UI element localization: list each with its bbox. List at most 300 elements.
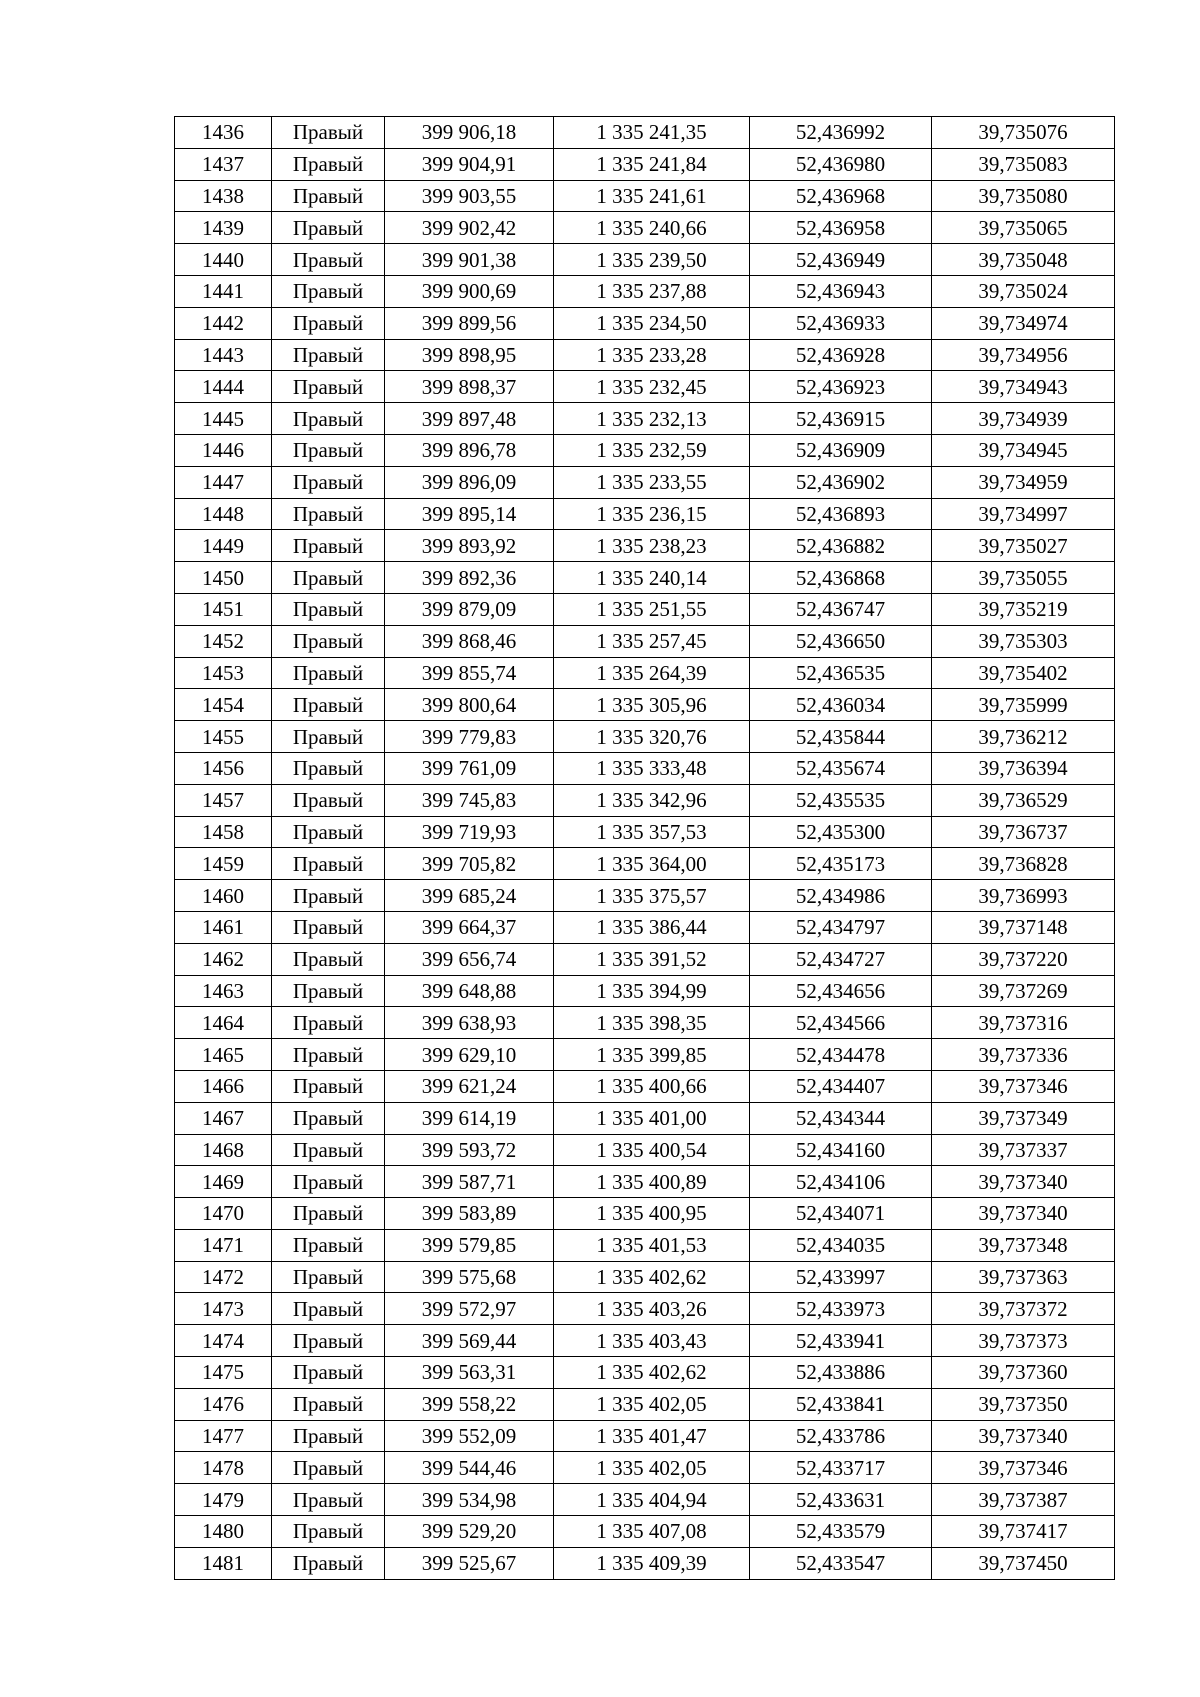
side-cell: Правый [272,943,385,975]
point-number-cell: 1460 [175,880,272,912]
table-row [175,1547,1115,1579]
side-cell: Правый [272,657,385,689]
side-cell: Правый [272,498,385,530]
table-row [175,1166,1115,1198]
side-cell: Правый [272,371,385,403]
point-number-cell: 1470 [175,1198,272,1230]
coordinates-table [174,116,1115,1580]
latitude-cell: 52,435535 [750,784,932,816]
x-coordinate-cell: 399 898,95 [385,339,554,371]
table-row [175,943,1115,975]
longitude-cell: 39,736737 [932,816,1115,848]
latitude-cell: 52,436535 [750,657,932,689]
latitude-cell: 52,434797 [750,911,932,943]
x-coordinate-cell: 399 614,19 [385,1102,554,1134]
table-row [175,721,1115,753]
longitude-cell: 39,737349 [932,1102,1115,1134]
point-number-cell: 1476 [175,1388,272,1420]
longitude-cell: 39,734959 [932,466,1115,498]
y-coordinate-cell: 1 335 401,53 [554,1229,750,1261]
point-number-cell: 1474 [175,1325,272,1357]
x-coordinate-cell: 399 902,42 [385,212,554,244]
side-cell: Правый [272,117,385,149]
point-number-cell: 1441 [175,275,272,307]
side-cell: Правый [272,244,385,276]
side-cell: Правый [272,975,385,1007]
point-number-cell: 1449 [175,530,272,562]
latitude-cell: 52,434160 [750,1134,932,1166]
x-coordinate-cell: 399 648,88 [385,975,554,1007]
y-coordinate-cell: 1 335 391,52 [554,943,750,975]
y-coordinate-cell: 1 335 305,96 [554,689,750,721]
side-cell: Правый [272,752,385,784]
point-number-cell: 1453 [175,657,272,689]
y-coordinate-cell: 1 335 233,55 [554,466,750,498]
x-coordinate-cell: 399 904,91 [385,148,554,180]
latitude-cell: 52,436868 [750,562,932,594]
longitude-cell: 39,734956 [932,339,1115,371]
latitude-cell: 52,435173 [750,848,932,880]
side-cell: Правый [272,339,385,371]
latitude-cell: 52,434106 [750,1166,932,1198]
y-coordinate-cell: 1 335 233,28 [554,339,750,371]
longitude-cell: 39,734997 [932,498,1115,530]
side-cell: Правый [272,1261,385,1293]
y-coordinate-cell: 1 335 241,84 [554,148,750,180]
longitude-cell: 39,736993 [932,880,1115,912]
side-cell: Правый [272,1070,385,1102]
y-coordinate-cell: 1 335 398,35 [554,1007,750,1039]
side-cell: Правый [272,880,385,912]
latitude-cell: 52,434566 [750,1007,932,1039]
point-number-cell: 1439 [175,212,272,244]
point-number-cell: 1458 [175,816,272,848]
side-cell: Правый [272,593,385,625]
table-row [175,371,1115,403]
point-number-cell: 1477 [175,1420,272,1452]
y-coordinate-cell: 1 335 394,99 [554,975,750,1007]
latitude-cell: 52,436650 [750,625,932,657]
longitude-cell: 39,735024 [932,275,1115,307]
x-coordinate-cell: 399 896,09 [385,466,554,498]
table-row [175,1229,1115,1261]
point-number-cell: 1468 [175,1134,272,1166]
y-coordinate-cell: 1 335 402,62 [554,1357,750,1389]
latitude-cell: 52,436949 [750,244,932,276]
longitude-cell: 39,736212 [932,721,1115,753]
table-row [175,403,1115,435]
table-row [175,498,1115,530]
longitude-cell: 39,734939 [932,403,1115,435]
latitude-cell: 52,436958 [750,212,932,244]
y-coordinate-cell: 1 335 240,66 [554,212,750,244]
longitude-cell: 39,737387 [932,1484,1115,1516]
y-coordinate-cell: 1 335 333,48 [554,752,750,784]
x-coordinate-cell: 399 629,10 [385,1039,554,1071]
table-row [175,1484,1115,1516]
side-cell: Правый [272,1388,385,1420]
table-row [175,148,1115,180]
y-coordinate-cell: 1 335 232,59 [554,434,750,466]
x-coordinate-cell: 399 705,82 [385,848,554,880]
x-coordinate-cell: 399 855,74 [385,657,554,689]
side-cell: Правый [272,721,385,753]
side-cell: Правый [272,1198,385,1230]
table-row [175,1293,1115,1325]
point-number-cell: 1472 [175,1261,272,1293]
x-coordinate-cell: 399 868,46 [385,625,554,657]
point-number-cell: 1467 [175,1102,272,1134]
point-number-cell: 1471 [175,1229,272,1261]
point-number-cell: 1447 [175,466,272,498]
longitude-cell: 39,737337 [932,1134,1115,1166]
latitude-cell: 52,435674 [750,752,932,784]
table-row [175,1261,1115,1293]
point-number-cell: 1454 [175,689,272,721]
table-row [175,1102,1115,1134]
table-row [175,784,1115,816]
point-number-cell: 1463 [175,975,272,1007]
table-row [175,1357,1115,1389]
table-row [175,339,1115,371]
point-number-cell: 1442 [175,307,272,339]
longitude-cell: 39,735080 [932,180,1115,212]
table-row [175,689,1115,721]
x-coordinate-cell: 399 892,36 [385,562,554,594]
longitude-cell: 39,737372 [932,1293,1115,1325]
side-cell: Правый [272,784,385,816]
table-row [175,1198,1115,1230]
side-cell: Правый [272,1325,385,1357]
latitude-cell: 52,434986 [750,880,932,912]
x-coordinate-cell: 399 897,48 [385,403,554,435]
x-coordinate-cell: 399 906,18 [385,117,554,149]
latitude-cell: 52,433997 [750,1261,932,1293]
x-coordinate-cell: 399 761,09 [385,752,554,784]
longitude-cell: 39,734974 [932,307,1115,339]
table-row [175,816,1115,848]
point-number-cell: 1446 [175,434,272,466]
x-coordinate-cell: 399 552,09 [385,1420,554,1452]
side-cell: Правый [272,848,385,880]
table-row [175,307,1115,339]
longitude-cell: 39,735219 [932,593,1115,625]
x-coordinate-cell: 399 579,85 [385,1229,554,1261]
x-coordinate-cell: 399 664,37 [385,911,554,943]
side-cell: Правый [272,1039,385,1071]
x-coordinate-cell: 399 583,89 [385,1198,554,1230]
latitude-cell: 52,434035 [750,1229,932,1261]
x-coordinate-cell: 399 900,69 [385,275,554,307]
longitude-cell: 39,737336 [932,1039,1115,1071]
y-coordinate-cell: 1 335 241,61 [554,180,750,212]
longitude-cell: 39,736394 [932,752,1115,784]
x-coordinate-cell: 399 593,72 [385,1134,554,1166]
table-row [175,975,1115,1007]
latitude-cell: 52,434071 [750,1198,932,1230]
table-row [175,117,1115,149]
table-row [175,1039,1115,1071]
x-coordinate-cell: 399 895,14 [385,498,554,530]
table-row [175,657,1115,689]
latitude-cell: 52,435844 [750,721,932,753]
x-coordinate-cell: 399 529,20 [385,1516,554,1548]
longitude-cell: 39,737340 [932,1198,1115,1230]
y-coordinate-cell: 1 335 401,00 [554,1102,750,1134]
x-coordinate-cell: 399 638,93 [385,1007,554,1039]
point-number-cell: 1457 [175,784,272,816]
y-coordinate-cell: 1 335 238,23 [554,530,750,562]
latitude-cell: 52,436893 [750,498,932,530]
latitude-cell: 52,433886 [750,1357,932,1389]
x-coordinate-cell: 399 898,37 [385,371,554,403]
x-coordinate-cell: 399 685,24 [385,880,554,912]
y-coordinate-cell: 1 335 342,96 [554,784,750,816]
table-row [175,911,1115,943]
latitude-cell: 52,436909 [750,434,932,466]
x-coordinate-cell: 399 563,31 [385,1357,554,1389]
y-coordinate-cell: 1 335 400,66 [554,1070,750,1102]
table-row [175,593,1115,625]
longitude-cell: 39,737346 [932,1070,1115,1102]
x-coordinate-cell: 399 903,55 [385,180,554,212]
point-number-cell: 1459 [175,848,272,880]
y-coordinate-cell: 1 335 399,85 [554,1039,750,1071]
y-coordinate-cell: 1 335 400,95 [554,1198,750,1230]
x-coordinate-cell: 399 587,71 [385,1166,554,1198]
x-coordinate-cell: 399 899,56 [385,307,554,339]
table-row [175,1070,1115,1102]
longitude-cell: 39,737340 [932,1420,1115,1452]
y-coordinate-cell: 1 335 364,00 [554,848,750,880]
point-number-cell: 1452 [175,625,272,657]
table-row [175,1325,1115,1357]
longitude-cell: 39,737269 [932,975,1115,1007]
latitude-cell: 52,436923 [750,371,932,403]
y-coordinate-cell: 1 335 257,45 [554,625,750,657]
latitude-cell: 52,436928 [750,339,932,371]
point-number-cell: 1469 [175,1166,272,1198]
point-number-cell: 1464 [175,1007,272,1039]
longitude-cell: 39,737348 [932,1229,1115,1261]
latitude-cell: 52,433973 [750,1293,932,1325]
y-coordinate-cell: 1 335 402,62 [554,1261,750,1293]
longitude-cell: 39,735083 [932,148,1115,180]
point-number-cell: 1478 [175,1452,272,1484]
latitude-cell: 52,436980 [750,148,932,180]
latitude-cell: 52,433941 [750,1325,932,1357]
x-coordinate-cell: 399 893,92 [385,530,554,562]
table-row [175,244,1115,276]
longitude-cell: 39,737350 [932,1388,1115,1420]
coordinates-table-body [175,117,1115,1580]
side-cell: Правый [272,1357,385,1389]
table-row [175,1134,1115,1166]
longitude-cell: 39,737316 [932,1007,1115,1039]
y-coordinate-cell: 1 335 357,53 [554,816,750,848]
side-cell: Правый [272,1484,385,1516]
table-row [175,212,1115,244]
latitude-cell: 52,436933 [750,307,932,339]
x-coordinate-cell: 399 745,83 [385,784,554,816]
point-number-cell: 1448 [175,498,272,530]
side-cell: Правый [272,1134,385,1166]
longitude-cell: 39,737417 [932,1516,1115,1548]
y-coordinate-cell: 1 335 375,57 [554,880,750,912]
side-cell: Правый [272,148,385,180]
point-number-cell: 1438 [175,180,272,212]
y-coordinate-cell: 1 335 241,35 [554,117,750,149]
latitude-cell: 52,433631 [750,1484,932,1516]
side-cell: Правый [272,530,385,562]
longitude-cell: 39,735076 [932,117,1115,149]
longitude-cell: 39,734945 [932,434,1115,466]
point-number-cell: 1475 [175,1357,272,1389]
point-number-cell: 1445 [175,403,272,435]
longitude-cell: 39,735402 [932,657,1115,689]
point-number-cell: 1444 [175,371,272,403]
side-cell: Правый [272,562,385,594]
table-row [175,434,1115,466]
longitude-cell: 39,737340 [932,1166,1115,1198]
y-coordinate-cell: 1 335 386,44 [554,911,750,943]
latitude-cell: 52,435300 [750,816,932,848]
side-cell: Правый [272,307,385,339]
y-coordinate-cell: 1 335 403,26 [554,1293,750,1325]
latitude-cell: 52,436915 [750,403,932,435]
point-number-cell: 1466 [175,1070,272,1102]
x-coordinate-cell: 399 569,44 [385,1325,554,1357]
y-coordinate-cell: 1 335 236,15 [554,498,750,530]
longitude-cell: 39,735303 [932,625,1115,657]
point-number-cell: 1451 [175,593,272,625]
latitude-cell: 52,433717 [750,1452,932,1484]
side-cell: Правый [272,1293,385,1325]
point-number-cell: 1461 [175,911,272,943]
side-cell: Правый [272,625,385,657]
y-coordinate-cell: 1 335 403,43 [554,1325,750,1357]
longitude-cell: 39,735999 [932,689,1115,721]
y-coordinate-cell: 1 335 409,39 [554,1547,750,1579]
x-coordinate-cell: 399 525,67 [385,1547,554,1579]
side-cell: Правый [272,1229,385,1261]
longitude-cell: 39,736529 [932,784,1115,816]
table-row [175,880,1115,912]
point-number-cell: 1462 [175,943,272,975]
latitude-cell: 52,433841 [750,1388,932,1420]
side-cell: Правый [272,1547,385,1579]
latitude-cell: 52,434478 [750,1039,932,1071]
x-coordinate-cell: 399 879,09 [385,593,554,625]
y-coordinate-cell: 1 335 232,45 [554,371,750,403]
longitude-cell: 39,737373 [932,1325,1115,1357]
y-coordinate-cell: 1 335 264,39 [554,657,750,689]
side-cell: Правый [272,180,385,212]
x-coordinate-cell: 399 621,24 [385,1070,554,1102]
table-row [175,466,1115,498]
point-number-cell: 1456 [175,752,272,784]
table-row [175,1388,1115,1420]
table-row [175,1516,1115,1548]
side-cell: Правый [272,1516,385,1548]
latitude-cell: 52,436968 [750,180,932,212]
longitude-cell: 39,735065 [932,212,1115,244]
latitude-cell: 52,433786 [750,1420,932,1452]
side-cell: Правый [272,403,385,435]
point-number-cell: 1479 [175,1484,272,1516]
table-row [175,562,1115,594]
side-cell: Правый [272,212,385,244]
longitude-cell: 39,737220 [932,943,1115,975]
x-coordinate-cell: 399 534,98 [385,1484,554,1516]
latitude-cell: 52,436747 [750,593,932,625]
y-coordinate-cell: 1 335 240,14 [554,562,750,594]
x-coordinate-cell: 399 896,78 [385,434,554,466]
point-number-cell: 1450 [175,562,272,594]
x-coordinate-cell: 399 901,38 [385,244,554,276]
table-row [175,625,1115,657]
y-coordinate-cell: 1 335 404,94 [554,1484,750,1516]
latitude-cell: 52,436943 [750,275,932,307]
x-coordinate-cell: 399 800,64 [385,689,554,721]
point-number-cell: 1473 [175,1293,272,1325]
longitude-cell: 39,737450 [932,1547,1115,1579]
x-coordinate-cell: 399 719,93 [385,816,554,848]
side-cell: Правый [272,275,385,307]
point-number-cell: 1443 [175,339,272,371]
latitude-cell: 52,434727 [750,943,932,975]
y-coordinate-cell: 1 335 232,13 [554,403,750,435]
side-cell: Правый [272,466,385,498]
side-cell: Правый [272,1420,385,1452]
side-cell: Правый [272,1007,385,1039]
y-coordinate-cell: 1 335 407,08 [554,1516,750,1548]
point-number-cell: 1437 [175,148,272,180]
y-coordinate-cell: 1 335 237,88 [554,275,750,307]
y-coordinate-cell: 1 335 402,05 [554,1388,750,1420]
point-number-cell: 1436 [175,117,272,149]
y-coordinate-cell: 1 335 320,76 [554,721,750,753]
x-coordinate-cell: 399 779,83 [385,721,554,753]
point-number-cell: 1480 [175,1516,272,1548]
y-coordinate-cell: 1 335 401,47 [554,1420,750,1452]
point-number-cell: 1481 [175,1547,272,1579]
table-row [175,1420,1115,1452]
side-cell: Правый [272,689,385,721]
latitude-cell: 52,434407 [750,1070,932,1102]
x-coordinate-cell: 399 572,97 [385,1293,554,1325]
y-coordinate-cell: 1 335 400,89 [554,1166,750,1198]
latitude-cell: 52,434344 [750,1102,932,1134]
latitude-cell: 52,436034 [750,689,932,721]
longitude-cell: 39,737360 [932,1357,1115,1389]
longitude-cell: 39,735055 [932,562,1115,594]
x-coordinate-cell: 399 544,46 [385,1452,554,1484]
table-row [175,530,1115,562]
longitude-cell: 39,734943 [932,371,1115,403]
y-coordinate-cell: 1 335 234,50 [554,307,750,339]
x-coordinate-cell: 399 656,74 [385,943,554,975]
latitude-cell: 52,434656 [750,975,932,1007]
y-coordinate-cell: 1 335 239,50 [554,244,750,276]
point-number-cell: 1440 [175,244,272,276]
latitude-cell: 52,436882 [750,530,932,562]
longitude-cell: 39,737148 [932,911,1115,943]
x-coordinate-cell: 399 558,22 [385,1388,554,1420]
latitude-cell: 52,433547 [750,1547,932,1579]
side-cell: Правый [272,911,385,943]
longitude-cell: 39,735048 [932,244,1115,276]
